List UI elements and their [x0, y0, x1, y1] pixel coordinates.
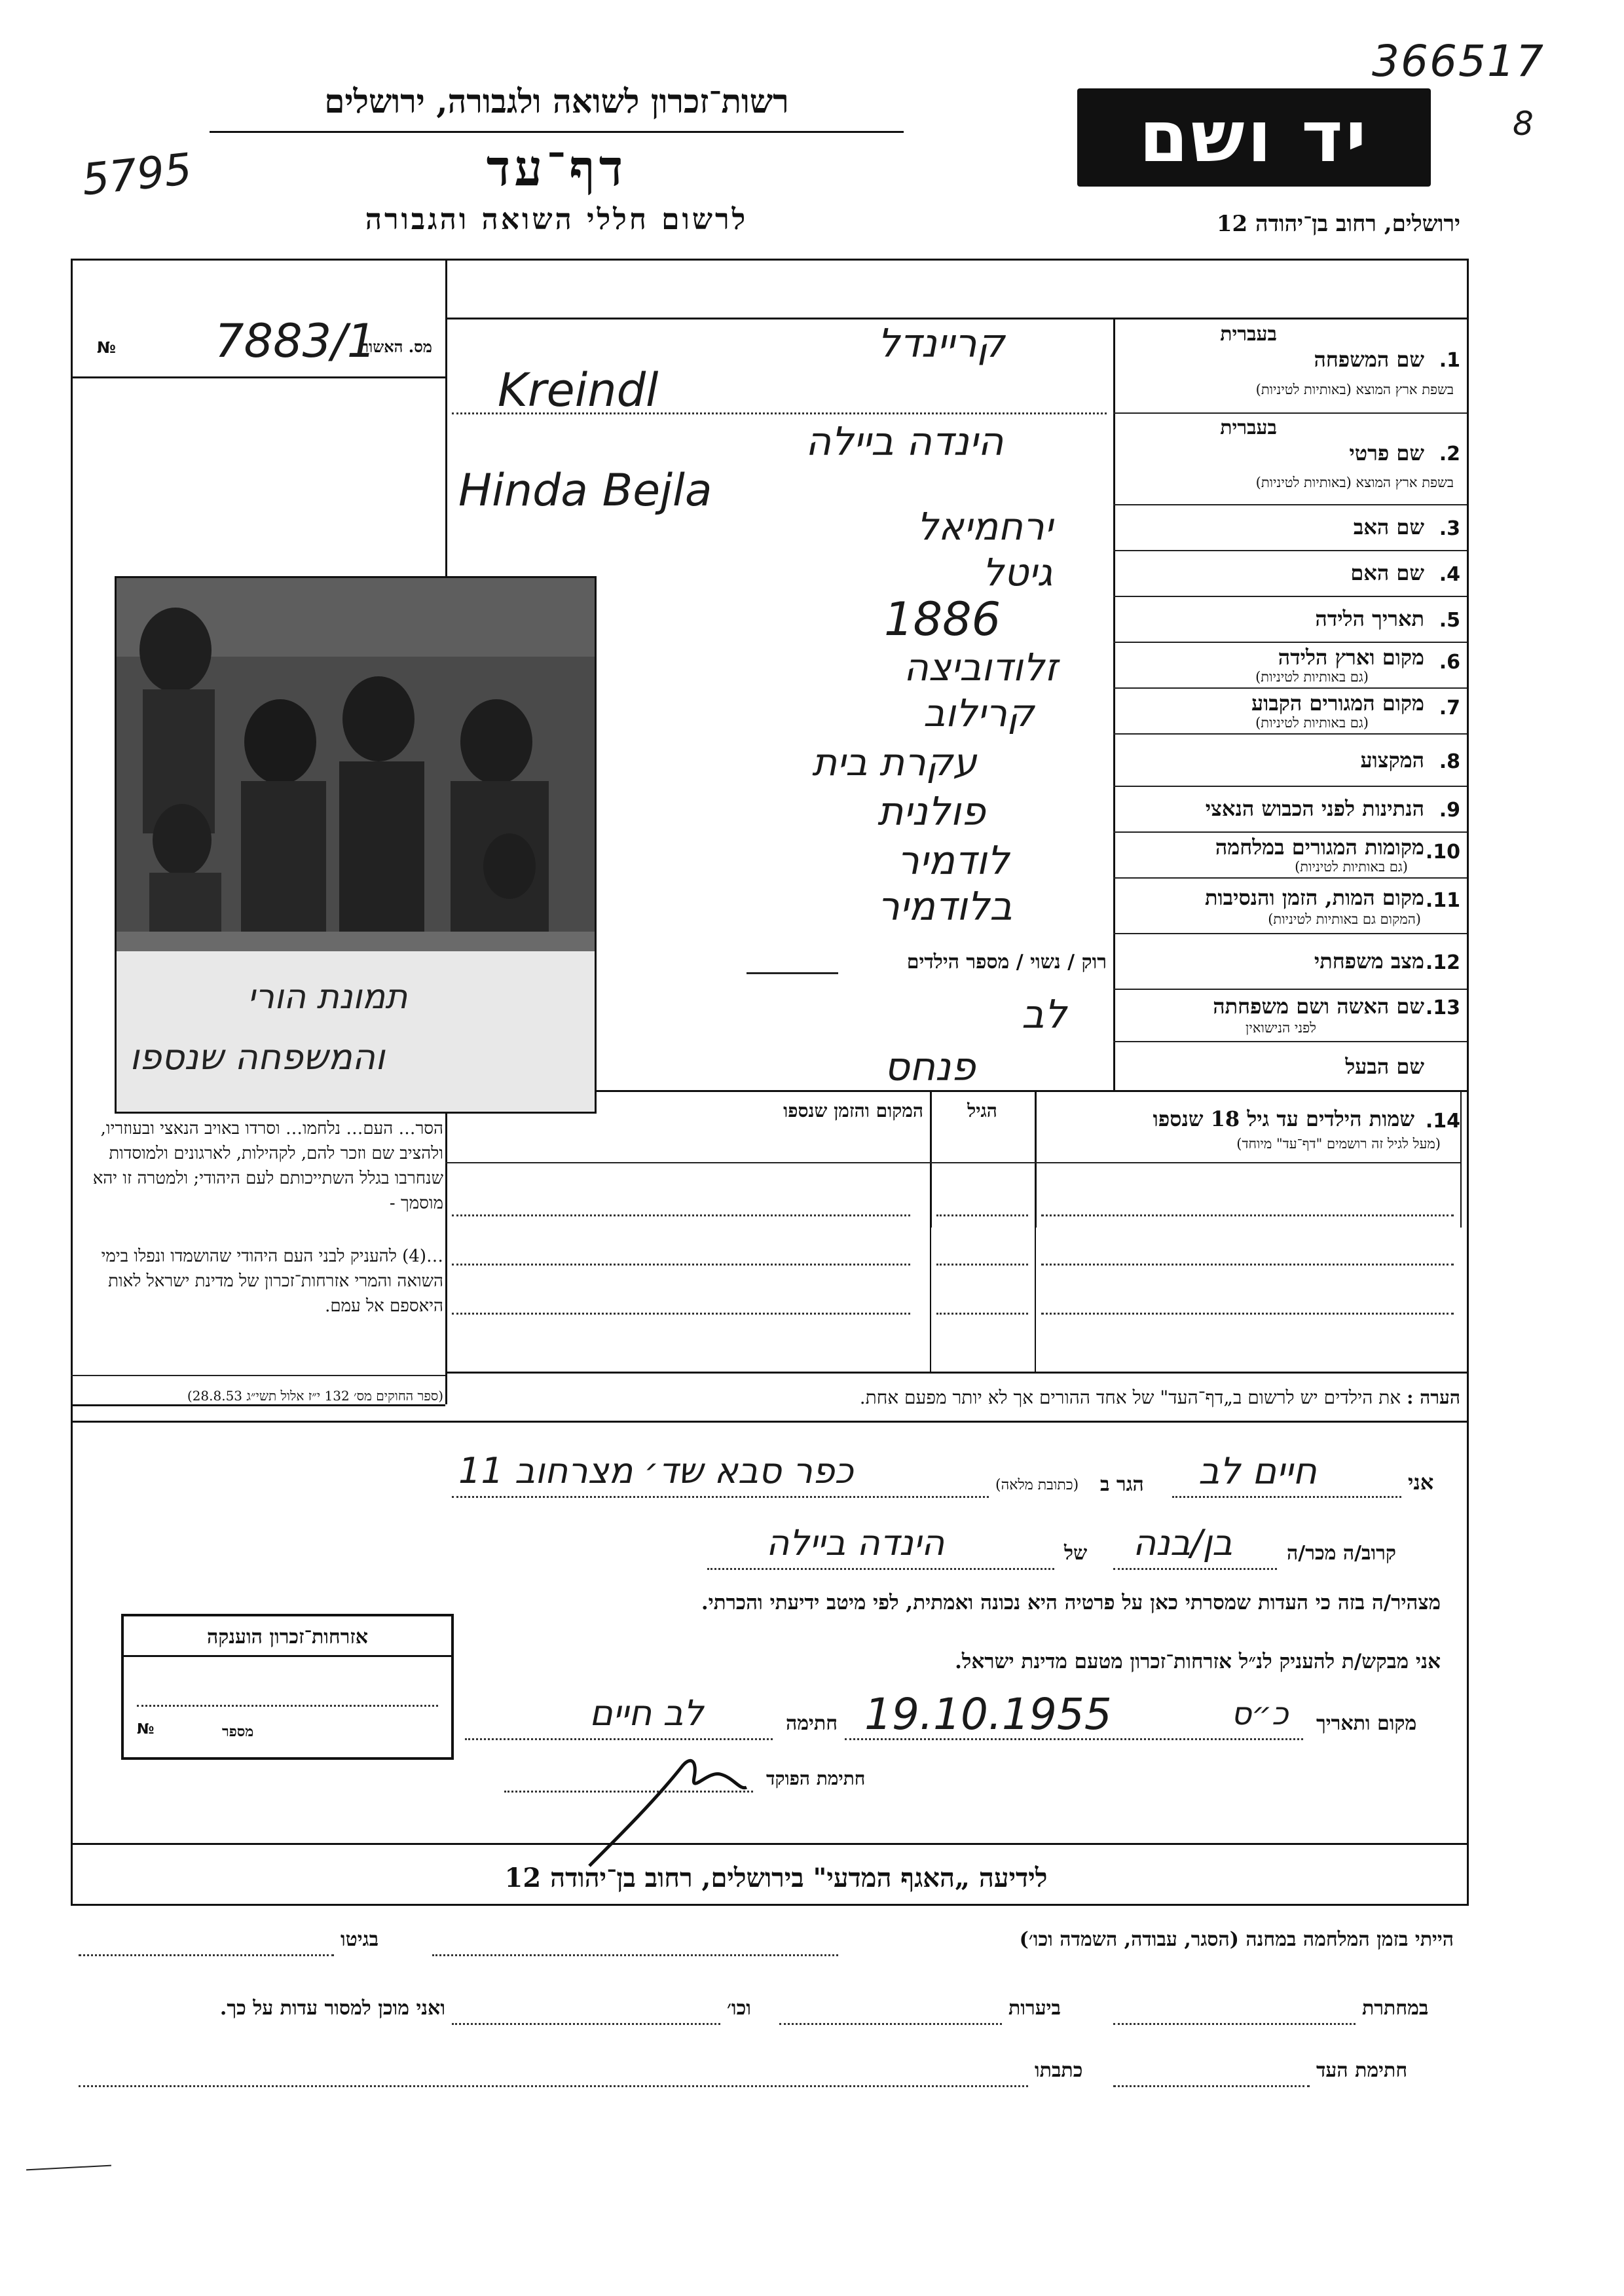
photo-caption-line2: והמשפחה שנספו [130, 1036, 385, 1078]
field-mother-name: 4. שם האם [1350, 560, 1460, 586]
footer-ghetto-label: בגיטו [341, 1928, 379, 1951]
remark: הערה : את הילדים יש לרשום ב„דף־העד" של אחד ההורים אך לא יותר מפעם אחת. [859, 1387, 1460, 1408]
field-husband-name: שם הבעל [1345, 1054, 1424, 1079]
husband-name-value[interactable]: פנחס [884, 1044, 976, 1090]
approval-label: מס. האשור [361, 337, 432, 356]
declarant-address[interactable]: כפר סבא שד׳ מצרחוב 11 [458, 1450, 854, 1491]
approval-box [71, 314, 445, 378]
footer-witness-signature-label: חתימת העד [1316, 2059, 1408, 2082]
field-surname: בעברית 1. שם המשפחה בשפת ארץ המוצא (באותיות לטיניות) [1220, 323, 1460, 397]
death-place-value[interactable]: בלודמיר [877, 884, 1012, 930]
field-nationality: 9. הנתינות לפני הכבוש הנאצי [1205, 796, 1460, 822]
approval-number-sign: № [97, 338, 116, 357]
citizenship-box: אזרחות־זכרון הוענקה מספר № [121, 1614, 454, 1760]
given-name-latin-value[interactable]: Hinda Bejla [458, 465, 712, 517]
margin-number: 5795 [79, 143, 194, 206]
field-father-name: 3. שם האב [1353, 515, 1460, 540]
footer-forests-label: ביערות [1008, 1997, 1061, 2020]
footer-address-label: כתבתו [1035, 2059, 1083, 2082]
declaration-request: אני מבקש/ת להעניק לנ״ל אזרחות־זכרון מטעם מדינת ישראל. [955, 1650, 1441, 1673]
field-profession: 8. המקצוע [1360, 748, 1460, 773]
relation-label: קרוב/ה מכר/ה [1287, 1542, 1396, 1565]
field-marital-status: 12. מצב משפחתי [1314, 949, 1460, 974]
form-subtitle: לרשום חללי השואה והגבורה [365, 203, 748, 236]
surname-latin-value[interactable]: Kreindl [498, 363, 659, 417]
law-text-2: …(4) להעניק לבני העם היהודי שהושמדו ונפלו בימי השואה והמרי אזרחות־זכרון של מדינת ישראל לאות היאספם אל עמם. [101, 1247, 443, 1316]
field-given-name: בעברית 2. שם פרטי בשפת ארץ המוצא (באותיות לטיניות) [1220, 416, 1460, 490]
issuer-signature-scribble [583, 1741, 753, 1872]
children-place-header: המקום והזמן שנספו [783, 1100, 923, 1121]
field-birth-date: 5. תאריך הלידה [1315, 606, 1460, 632]
field-death-place: 11. מקום המות, הזמן והנסיבות (המקום גם באותיות לטיניות) [1204, 885, 1460, 927]
resides-in-label: הגר ב [1100, 1473, 1144, 1496]
of-label: של [1064, 1542, 1088, 1565]
footer-testimony-ready: ואני מוכן למסור עדות על כך. [219, 1997, 445, 2020]
yad-vashem-logo: יד ושם [1077, 88, 1431, 187]
footer-underground-label: במחתרת [1362, 1997, 1429, 2020]
approval-number: 7883/1 [215, 314, 377, 368]
declaration-statement: מצהיר/ה בזה כי העדות שמסרתי כאן על פרטיה היא נכונה ואמתית, לפי מיטב ידיעתי והכרתי. [701, 1591, 1441, 1614]
footer-etc-label: וכו׳ [727, 1997, 751, 2020]
father-name-value[interactable]: ירחמיאל [917, 504, 1053, 549]
surname-hebrew-value[interactable]: קריינדל [877, 321, 1005, 367]
law-text-1: הסר… העם… נלחמו… וסרדו באויב הנאצי ובעוזריו, ולהציב שם וזכר להם, לקהילות, לארגונים ולמוסדות שנחרבו בגלל השתייכותם לעם היהודי; ולמטרה זו יהא מוסמך - [92, 1119, 443, 1213]
declarant-name[interactable]: חיים לב [1198, 1450, 1317, 1493]
authority-name: רשות־זכרון לשואה ולגבורה, ירושלים [324, 82, 789, 120]
marital-status-options: רוק / נשוי / מספר הילדים [906, 951, 1107, 974]
mother-name-value[interactable]: גיטל [982, 550, 1053, 594]
form-title: דף־עד [486, 139, 627, 197]
address: ירושלים, רחוב בן־יהודה 12 [1216, 211, 1460, 237]
signature-value[interactable]: לב חיים [589, 1692, 704, 1734]
wife-name-value[interactable]: לב [1022, 992, 1067, 1038]
place-date-label: מקום ותאריך [1316, 1712, 1417, 1735]
law-citation: (ספר החוקים מס׳ 132 י״ז אלול תשי״ג 28.8.53) [187, 1388, 443, 1404]
place-value[interactable]: כ״ס [1231, 1696, 1289, 1732]
archive-number-sub: 8 [1513, 105, 1534, 143]
field-residence: 7. מקום המגורים הקבוע (גם באותיות לטיניות) [1251, 691, 1460, 731]
residence-value[interactable]: קרילוב [923, 691, 1035, 735]
issuer-signature-label: חתימת הפוקד [766, 1768, 866, 1789]
footer-line1-start: הייתי בזמן המלחמה במחנה (הסגר, עבודה, השמדה וכו׳) [1019, 1928, 1454, 1951]
marital-status-value[interactable] [747, 972, 838, 974]
field-birth-place: 6. מקום וארץ הלידה (גם באותיות לטיניות) [1255, 645, 1460, 685]
declarant-label: אני [1408, 1470, 1434, 1495]
given-name-hebrew-value[interactable]: הינדה ביילה [805, 419, 1004, 465]
birth-place-value[interactable]: זלודוביצה [904, 645, 1058, 689]
family-photo [115, 576, 597, 1114]
birth-date-value[interactable]: 1886 [884, 592, 1001, 646]
field-wife-name: 13. שם האשה ושם משפחתה לפני הנישואין [1213, 994, 1460, 1036]
footer-heading: לידיעה „האגף המדעי" בירושלים, רחוב בן־יהודה 12 [504, 1863, 1048, 1893]
nationality-value[interactable]: פולנית [877, 789, 986, 835]
relation-value[interactable]: בן/בנה [1133, 1522, 1233, 1563]
field-wartime-residence: 10. מקומות המגורים במלחמה (גם באותיות לטיניות) [1215, 835, 1460, 875]
date-value[interactable]: 19.10.1955 [864, 1689, 1112, 1740]
children-header: 14. שמות הילדים עד גיל 18 שנספו (מעל לגיל זה רושמים "דף־עד" מיוחד) [1153, 1106, 1460, 1152]
photo-caption-line1: תמונת הורי [248, 977, 408, 1017]
profession-value[interactable]: עקרת בית [812, 740, 977, 784]
children-age-header: הגיל [967, 1100, 997, 1121]
signature-label: חתימה [786, 1712, 838, 1735]
address-note: (כתובת מלאה) [995, 1477, 1079, 1493]
archive-number: 366517 [1372, 36, 1545, 86]
wartime-residence-value[interactable]: לודמיר [897, 838, 1010, 884]
of-value[interactable]: הינדה ביילה [766, 1522, 945, 1563]
